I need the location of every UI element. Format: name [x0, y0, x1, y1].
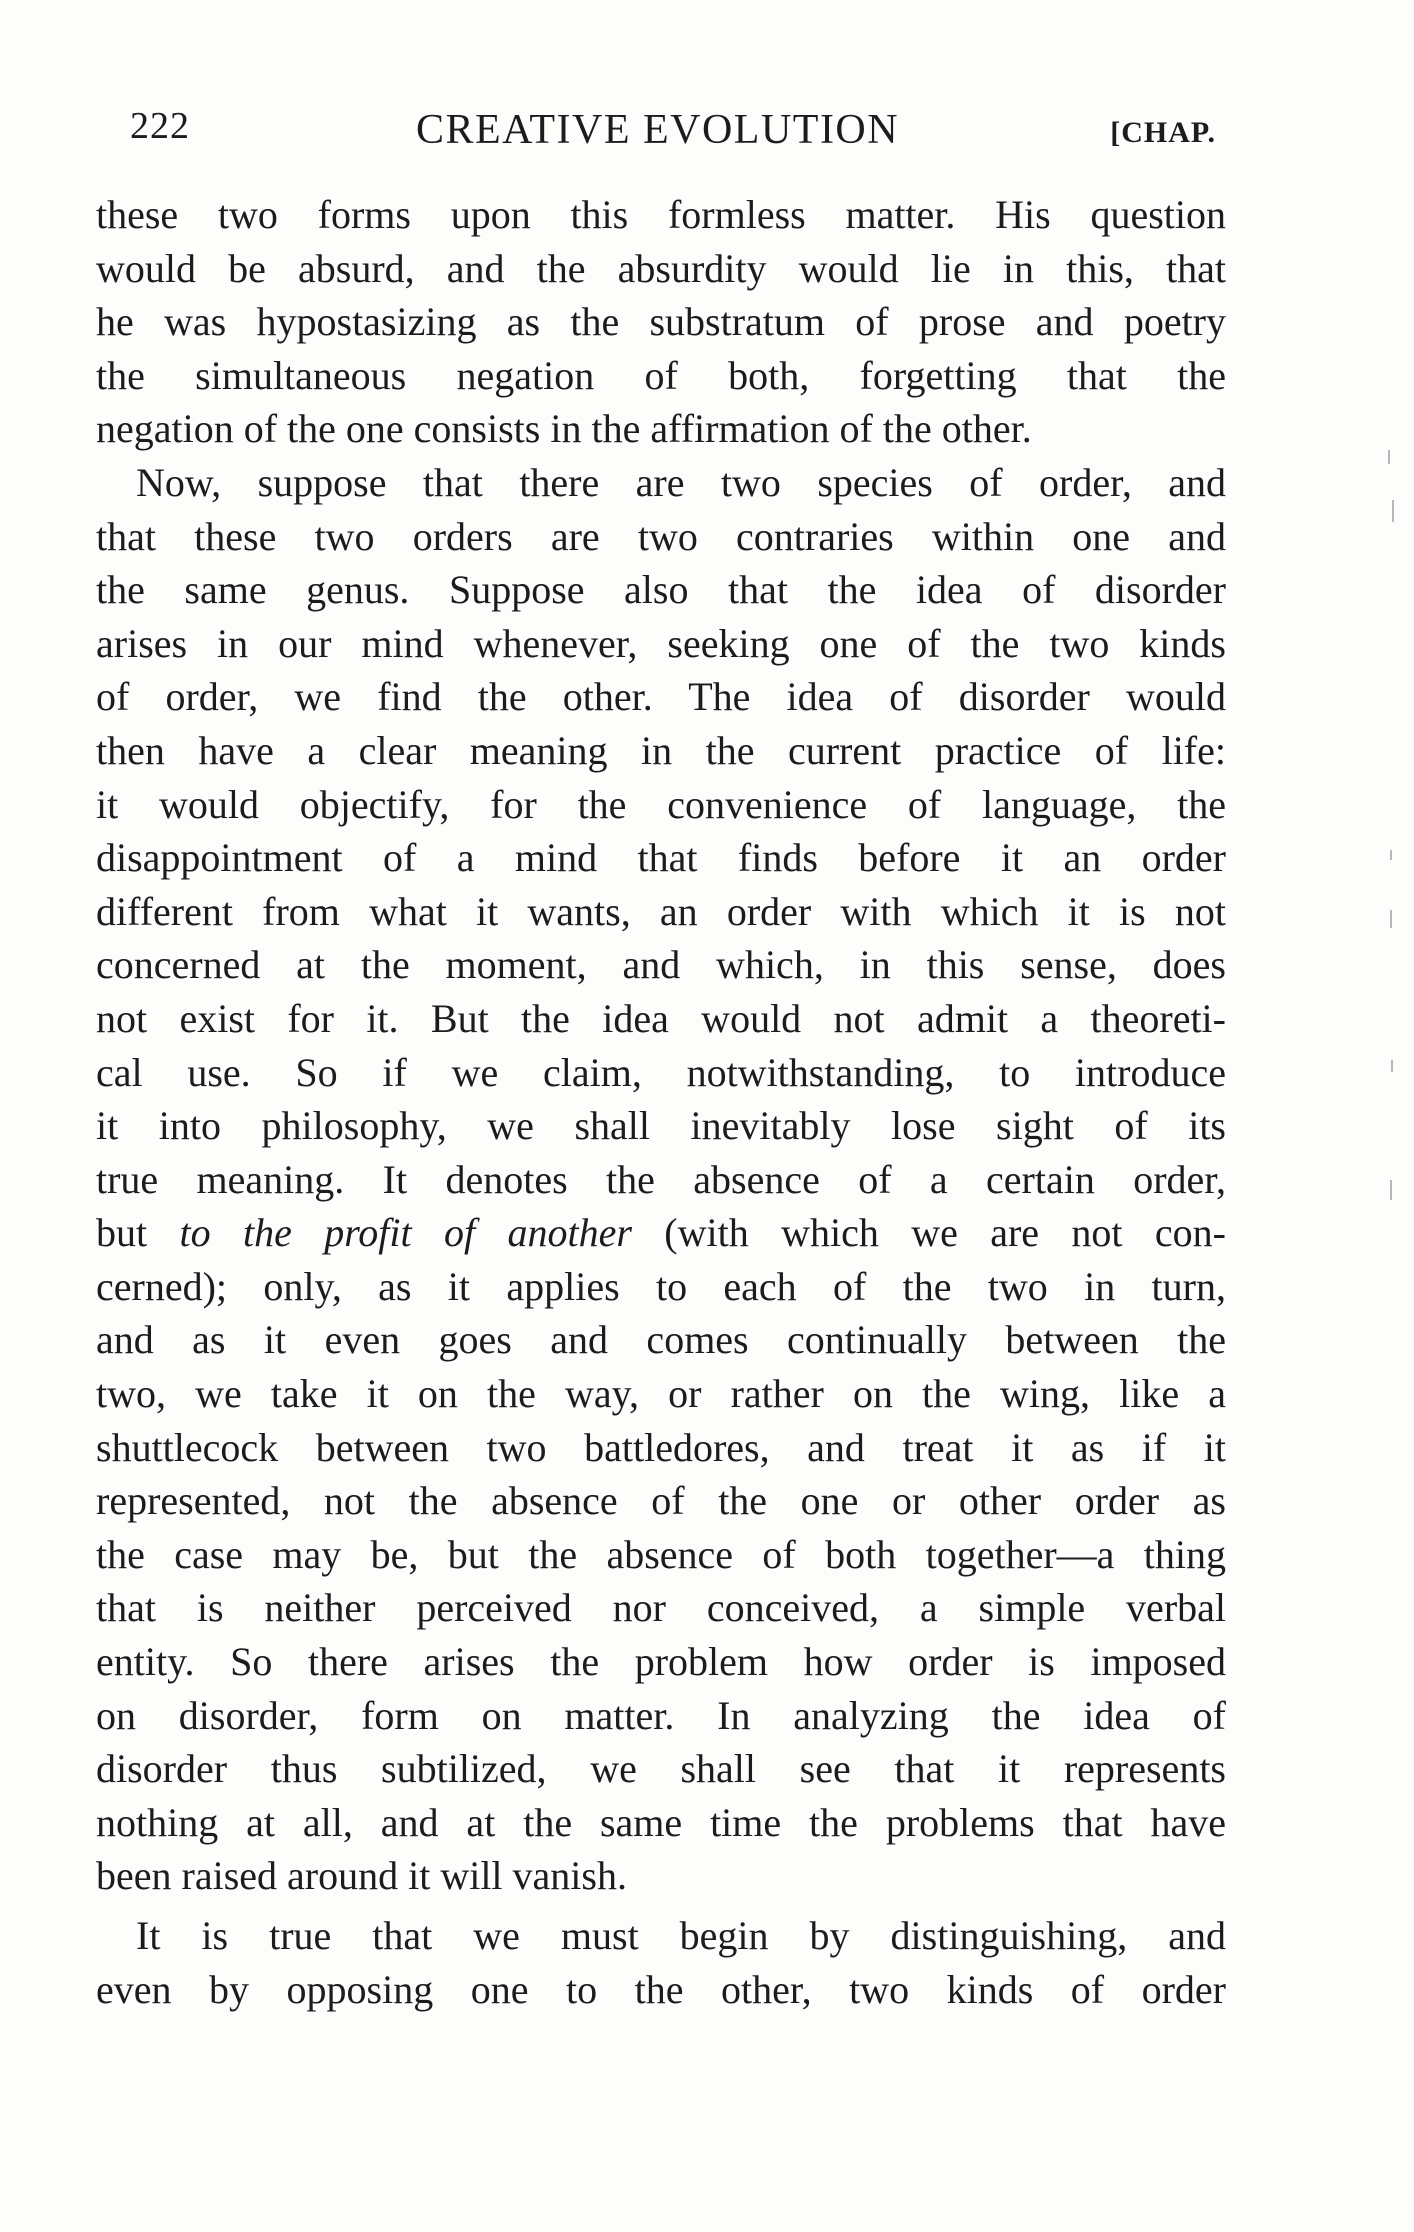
scan-mark — [1390, 910, 1392, 928]
text-line: disorder thus subtilized, we shall see that it represents — [96, 1746, 1226, 1792]
text-line: shuttlecock between two battledores, and treat it as if it — [96, 1424, 1226, 1470]
text-line: arises in our mind whenever, seeking one of the two kinds — [96, 620, 1226, 666]
paragraph-3 — [96, 1909, 1226, 2016]
text-line: would be absurd, and the absurdity would lie in this, that — [96, 245, 1226, 291]
text-line: the case may be, but the absence of both together—a thing — [96, 1531, 1226, 1577]
text-line: these two forms upon this formless matter. His question — [96, 192, 1226, 237]
text-line: cerned); only, as it applies to each of the two in turn, — [96, 1263, 1226, 1309]
text-line: different from what it wants, an order with which it is not — [96, 888, 1226, 934]
scan-mark — [1388, 450, 1390, 464]
italic-line-after: (with which we are not con- — [631, 1210, 1226, 1256]
text-line: he was hypostasizing as the substratum of prose and poetry — [96, 299, 1226, 345]
text-line: even by opposing one to the other, two kinds of order — [96, 1966, 1226, 2012]
text-line: that is neither perceived nor conceived, a simple verbal — [96, 1585, 1226, 1631]
text-line: negation of the one consists in the affirmation of the other. — [96, 406, 1032, 452]
text-line: it into philosophy, we shall inevitably lose sight of its — [96, 1103, 1226, 1149]
text-line: true meaning. It denotes the absence of a certain order, — [96, 1156, 1226, 1202]
scan-mark — [1390, 1180, 1392, 1200]
text-line: then have a clear meaning in the current practice of life: — [96, 727, 1226, 773]
text-line-with-italic — [96, 1206, 1226, 1260]
text-line: that these two orders are two contraries within one and — [96, 513, 1226, 559]
paragraph-2 — [96, 456, 1226, 1903]
text-line: nothing at all, and at the same time the problems that have — [96, 1799, 1226, 1845]
italic-phrase: to the profit of another — [179, 1210, 632, 1256]
italic-line-before: but — [96, 1210, 180, 1256]
text-line: concerned at the moment, and which, in this sense, does — [96, 942, 1226, 988]
page-header — [126, 100, 1216, 160]
text-line: and as it even goes and comes continually between the — [96, 1317, 1226, 1363]
chapter-marker: [CHAP. — [1110, 116, 1216, 149]
text-line: the same genus. Suppose also that the idea of disorder — [96, 567, 1226, 613]
scan-mark — [1390, 850, 1392, 860]
text-line: cal use. So if we claim, notwithstanding, to introduce — [96, 1049, 1226, 1095]
scan-mark — [1392, 500, 1394, 522]
text-line: two, we take it on the way, or rather on the wing, like a — [96, 1371, 1226, 1417]
text-line: it would objectify, for the convenience of language, the — [96, 781, 1226, 827]
running-title: CREATIVE EVOLUTION — [416, 107, 900, 153]
text-line: entity. So there arises the problem how order is imposed — [96, 1639, 1226, 1685]
text-line: of order, we find the other. The idea of disorder would — [96, 674, 1226, 720]
text-line: not exist for it. But the idea would not admit a theoreti- — [96, 995, 1226, 1041]
margin-scan-marks — [1382, 420, 1402, 1240]
body-text — [96, 188, 1226, 2016]
text-line: represented, not the absence of the one or other order as — [96, 1478, 1226, 1524]
text-line: been raised around it will vanish. — [96, 1853, 627, 1899]
text-line: It is true that we must begin by distinguishing, and — [136, 1913, 1226, 1958]
text-line: Now, suppose that there are two species of order, and — [136, 459, 1226, 505]
text-line: the simultaneous negation of both, forgetting that the — [96, 352, 1226, 398]
text-line: on disorder, form on matter. In analyzing the idea of — [96, 1692, 1226, 1738]
scan-mark — [1391, 1060, 1393, 1072]
paragraph-1 — [96, 188, 1226, 456]
page-number: 222 — [130, 105, 190, 147]
text-line: disappointment of a mind that finds before it an order — [96, 835, 1226, 881]
